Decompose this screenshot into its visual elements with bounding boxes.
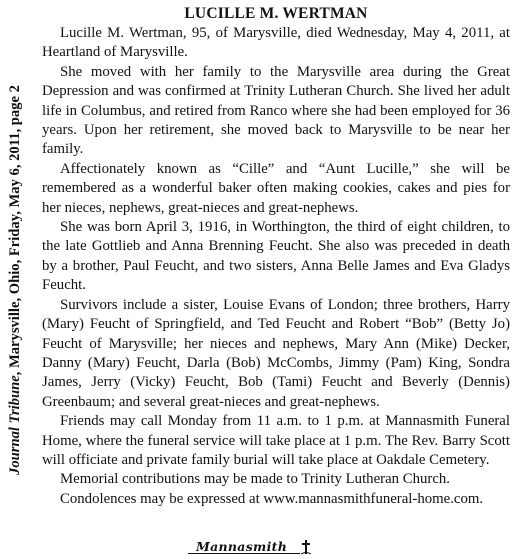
paragraph-memorials: Memorial contributions may be made to Trinity Lutheran Church. <box>60 471 451 488</box>
obituary-body <box>42 24 510 509</box>
paragraph-death-notice: Lucille M. Wertman, 95, of Marysville, died Wednesday, May 4, 2011, at Heartland of Marysville. <box>42 25 510 61</box>
publication-name: Journal Tribune <box>7 375 23 475</box>
paragraph-survivors: Survivors include a sister, Louise Evans of London; three brothers, Harry (Mary) Feucht of Springfield, and Ted Feucht and Robert “Bob” (Betty Jo) Feucht of Marysville; her nieces and nephews, Mary Ann (Mike) Decker, Danny (Mary) Feucht, Darla (Bob) McCombs, Jimmy (Pam) King, Sondra James, Jerry (Vicky) Feucht, Bob (Tami) Feucht and Beverly (Dennis) Greenbaum; and several great-nieces and great-nephews. <box>42 296 510 410</box>
sidebar-caption <box>2 10 28 550</box>
cross-emblem-icon <box>300 539 312 556</box>
obituary-headline: LUCILLE M. WERTMAN <box>184 5 368 22</box>
paragraph-remembrance: Affectionately known as “Cille” and “Aunt Lucille,” she will be remembered as a wonderful baker often making cookies, cakes and pies for her nieces, nephews, great-nieces and great-nephews. <box>42 160 510 216</box>
publication-details: , Marysville, Ohio, Friday, May 6, 2011, page 2 <box>7 85 23 376</box>
funeral-home-logo: Mannasmith <box>196 539 288 554</box>
paragraph-birth-family: She was born April 3, 1916, in Worthington, the third of eight children, to the late Gottlieb and Anna Brenning Feucht. She also was preceded in death by a brother, Paul Feucht, and two sisters, Anna Belle James and Eva Gladys Feucht. <box>42 219 510 294</box>
paragraph-services: Friends may call Monday from 11 a.m. to 1 p.m. at Mannasmith Funeral Home, where the funeral service will take place at 1 p.m. The Rev. Barry Scott will officiate and private family burial will take place at Oakdale Cemetery. <box>42 413 510 468</box>
paragraph-condolences: Condolences may be expressed at www.mannasmithfuneral-home.com. <box>60 490 484 507</box>
paragraph-life-history: She moved with her family to the Marysville area during the Great Depression and was confirmed at Trinity Lutheran Church. She lived her adult life in Columbus, and retired from Ranco where she had been employed for 36 years. Upon her retirement, she moved back to Marysville to be near her family. <box>42 63 510 158</box>
obituary-article <box>42 0 510 509</box>
sidebar-caption-text <box>2 10 28 550</box>
